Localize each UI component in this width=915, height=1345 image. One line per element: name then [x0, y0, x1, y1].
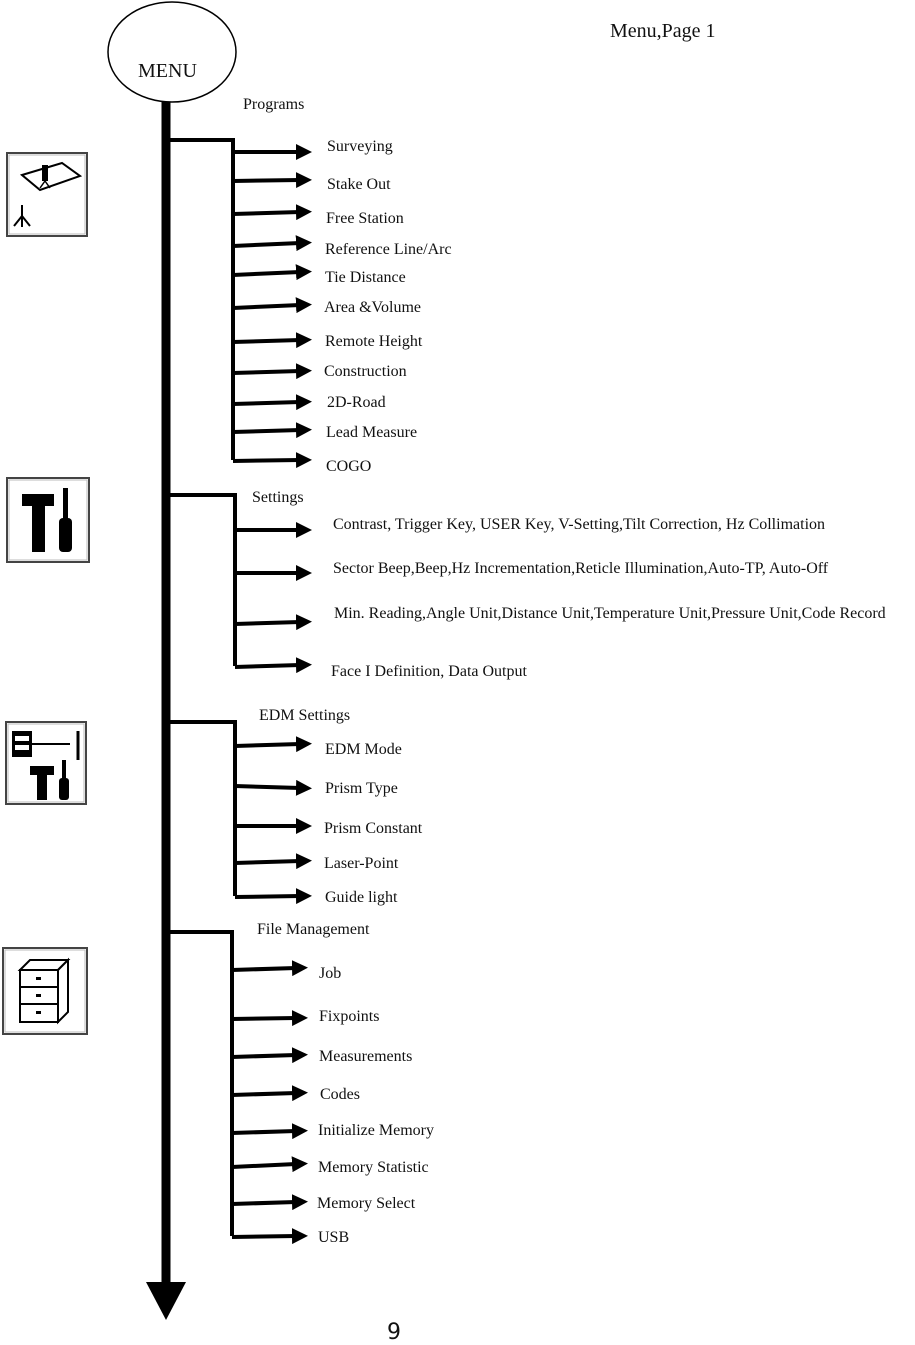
menu-item-tie-distance: Tie Distance	[325, 269, 406, 286]
page-title: Menu,Page 1	[610, 20, 716, 42]
menu-root-label: MENU	[138, 60, 197, 82]
menu-item-memory-statistic: Memory Statistic	[318, 1159, 429, 1176]
menu-item-guide-light: Guide light	[325, 889, 398, 906]
edm-settings-header: EDM Settings	[259, 707, 351, 724]
menu-item-cogo: COGO	[326, 458, 372, 475]
menu-item-edm-mode: EDM Mode	[325, 741, 402, 758]
menu-item-initialize-memory: Initialize Memory	[318, 1122, 434, 1139]
menu-item-construction: Construction	[324, 363, 407, 380]
menu-item-fixpoints: Fixpoints	[319, 1008, 380, 1025]
programs-branch	[168, 140, 300, 461]
menu-item-prism-type: Prism Type	[325, 780, 398, 797]
menu-item-settings-min-reading: Min. Reading,Angle Unit,Distance Unit,Temperature Unit,Pressure Unit,Code Record	[334, 605, 886, 622]
menu-item-area-volume: Area &Volume	[324, 299, 422, 316]
edm-instrument-tools-icon	[6, 722, 86, 804]
menu-item-stake-out: Stake Out	[327, 176, 391, 193]
menu-item-remote-height: Remote Height	[325, 333, 423, 350]
menu-item-2d-road: 2D-Road	[327, 394, 386, 411]
menu-item-lead-measure: Lead Measure	[326, 424, 418, 441]
menu-item-reference-line-arc: Reference Line/Arc	[325, 241, 452, 258]
menu-item-prism-constant: Prism Constant	[324, 820, 423, 837]
menu-item-measurements: Measurements	[319, 1048, 413, 1065]
settings-header: Settings	[252, 489, 304, 506]
menu-item-settings-contrast: Contrast, Trigger Key, USER Key, V-Setting,Tilt Correction, Hz Collimation	[333, 516, 826, 533]
hammer-screwdriver-icon	[7, 478, 89, 562]
menu-item-memory-select: Memory Select	[317, 1195, 416, 1212]
menu-item-free-station: Free Station	[326, 210, 404, 227]
menu-item-surveying: Surveying	[327, 138, 393, 155]
page-number: 9	[387, 1320, 401, 1345]
menu-item-settings-face-definition: Face I Definition, Data Output	[331, 663, 527, 680]
survey-plane-tripod-icon	[7, 153, 87, 236]
programs-header: Programs	[243, 96, 305, 113]
menu-item-codes: Codes	[320, 1086, 360, 1103]
edm-settings-branch	[168, 722, 300, 897]
menu-item-settings-sector-beep: Sector Beep,Beep,Hz Incrementation,Reticle Illumination,Auto-TP, Auto-Off	[333, 560, 829, 577]
file-management-branch	[168, 932, 296, 1237]
menu-item-usb: USB	[318, 1229, 350, 1246]
file-cabinet-icon	[3, 948, 87, 1034]
main-spine-arrowhead	[146, 1282, 186, 1320]
menu-item-laser-point: Laser-Point	[324, 855, 399, 872]
menu-item-job: Job	[319, 965, 342, 982]
menu-root-ellipse	[108, 2, 236, 102]
settings-branch	[168, 495, 300, 667]
file-management-header: File Management	[257, 921, 370, 938]
